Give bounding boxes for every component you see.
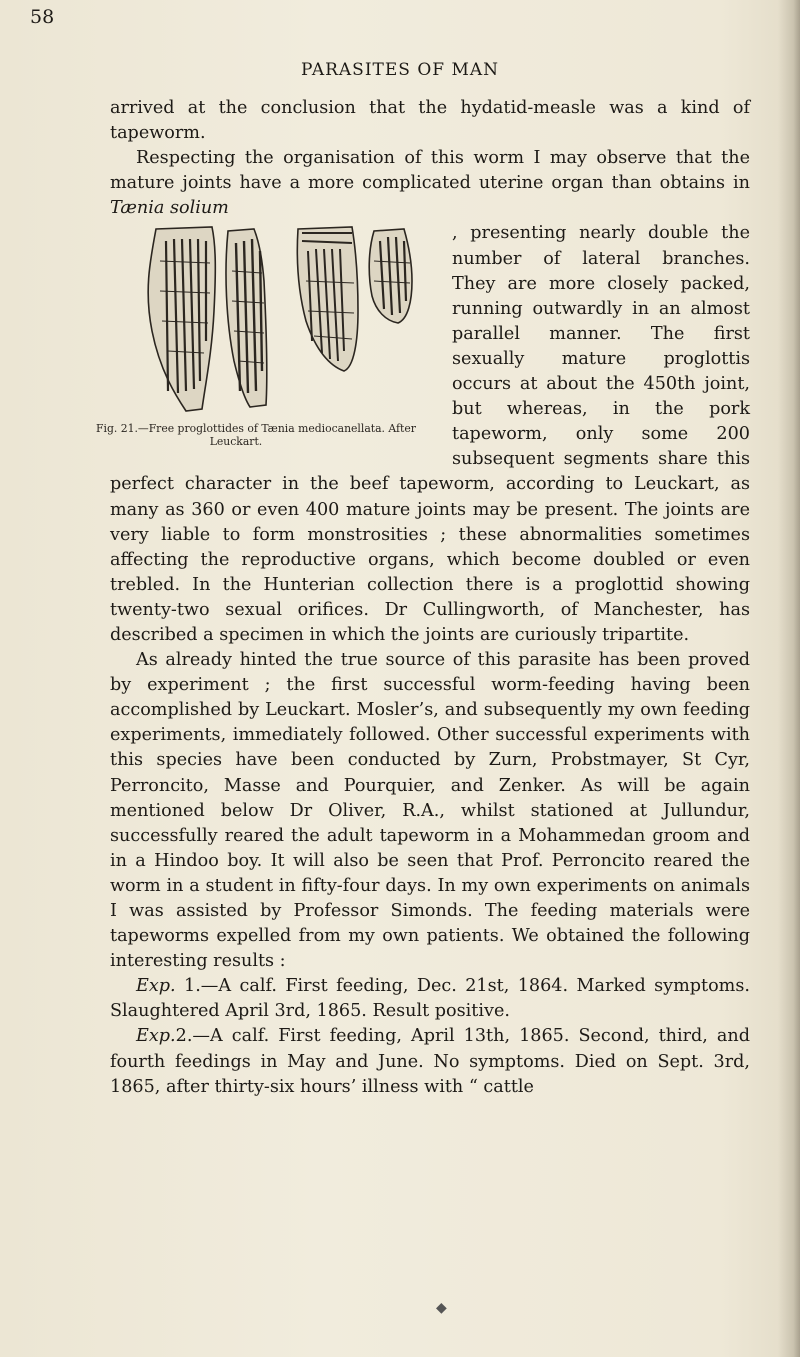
paragraph-2-italic: Tænia solium [110, 198, 229, 219]
proglottid-2 [226, 229, 267, 407]
page-mark: ◆ [436, 1300, 447, 1316]
figure-21 [96, 221, 446, 457]
proglottid-3 [297, 227, 358, 371]
paragraph-2-text-a: Respecting the organisation of this worm I may observe that the mature joints have a more complicated uterine organ than obtains in [110, 148, 750, 194]
figure-caption-line-1: Fig. 21.—Free proglottides of Tænia mediocanellata. After [96, 422, 416, 436]
proglottides-illustration [116, 221, 446, 421]
paragraph-1-text: arrived at the conclusion that the hydatid-measle was a kind of tapeworm. [110, 98, 750, 144]
body-text [96, 96, 750, 1100]
running-head [0, 60, 800, 80]
figure-caption-line-2: Leuckart. [209, 435, 263, 449]
paragraph-5-italic: Exp. [136, 1026, 176, 1047]
page-number: 58 [30, 6, 55, 28]
paragraph-5 [110, 1024, 750, 1099]
paragraph-3-text: As already hinted the true source of this parasite has been proved by experiment ; the first successful worm-feeding having been accomplished by Leuckart. Mosler’s, and subsequently my own feeding experiments, immediately followed. Other successful experiments with this species have been conducted by Zurn, Probstmayer, St Cyr, Perroncito, Masse and Pourquier, and Zenker. As will be again mentioned below Dr Oliver, R.A., whilst stationed at Jullundur, successfully reared the adult tapeworm in a Mohammedan groom and in a Hindoo boy. It will also be seen that Prof. Perroncito reared the worm in a student in fifty-four days. In my own experiments on animals I was assisted by Professor Simonds. The feeding materials were tapeworms expelled from my own patients. We obtained the following interesting results : [110, 650, 750, 972]
paragraph-4-text: 1.—A calf. First feeding, Dec. 21st, 1864. Marked symptoms. Slaughtered April 3rd, 1865. Result positive. [110, 976, 750, 1022]
paragraph-4-italic: Exp. [136, 976, 176, 997]
figure-caption [96, 422, 446, 448]
proglottid-4 [369, 229, 412, 323]
proglottid-1 [148, 227, 215, 411]
paragraph-2-text-b: , presenting nearly double the number of lateral branches. They are more closely packed, running outwardly in an almost parallel manner. The first sexually mature proglottis occurs at about the 450th joint, but whereas, in the pork tapeworm, only some 200 subsequent segments share this perfect character in the beef tapeworm, according to Leuckart, as many as 360 or even 400 mature joints may be present. The joints are very liable to form monstrosities ; these abnormalities sometimes affecting the reproductive organs, which become doubled or even trebled. In the Hunterian collection there is a proglottid showing twenty-two sexual orifices. Dr Cullingworth, of Manchester, has described a specimen in which the joints are curiously tripartite. [110, 223, 750, 645]
paragraph-5-text: 2.—A calf. First feeding, April 13th, 1865. Second, third, and fourth feedings in May and June. No symptoms. Died on Sept. 3rd, 1865, after thirty-six hours’ illness with “ cattle [110, 1026, 750, 1097]
paragraph-3 [110, 648, 750, 974]
paragraph-2 [110, 146, 750, 221]
page-edge-shadow [778, 0, 800, 1357]
paragraph-1 [110, 96, 750, 146]
running-head-text: PARASITES OF MAN [300, 60, 500, 80]
paragraph-4 [110, 974, 750, 1024]
